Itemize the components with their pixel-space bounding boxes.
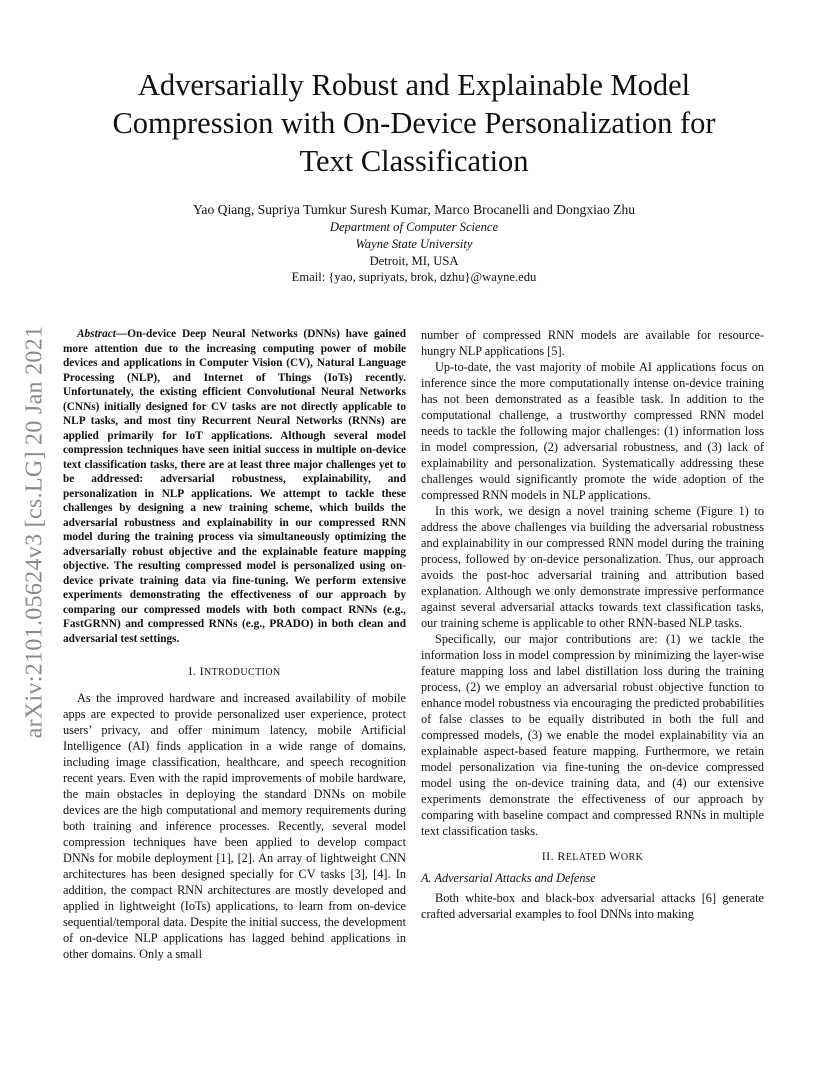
related-work-paragraph-1: Both white-box and black-box adversarial attacks [6] generate crafted adversarial examples to fool DNNs into making [421, 891, 764, 921]
university: Wayne State University [355, 237, 473, 251]
department: Department of Computer Science [329, 220, 499, 234]
abstract-label: Abstract [77, 328, 116, 340]
section-heading-introduction [63, 663, 406, 681]
intro-paragraph-4: Specifically, our major contributions are: (1) we tackle the information loss in model compression by minimizing the layer-wise feature mapping loss and label distillation loss during the training process, (2) we employ an adversarial robust objective function to enhance model robustness via encouraging the predicted probabilities of false classes to be equally distributed in both the full and compressed models, (3) we enable the model explainability via an explainable aspect-based feature mapping. Furthermore, we retain model personalization via fine-tuning the on-device compressed model using the on-device training data, and (4) our extensive experiments demonstrate the effectiveness of our approach by comparing with baseline compact and compressed RNNs in multiple text classification tasks. [421, 632, 764, 838]
title-line-3: Text Classification [299, 144, 529, 178]
author-list: Yao Qiang, Supriya Tumkur Suresh Kumar, Marco Brocanelli and Dongxiao Zhu [192, 202, 636, 217]
title-line-2: Compression with On-Device Personalization for [112, 106, 716, 140]
left-column [63, 327, 406, 962]
section-heading-related-work [421, 848, 764, 866]
title-line-1: Adversarially Robust and Explainable Model [137, 68, 691, 102]
section-title: RELATED WORK [557, 849, 644, 863]
subsection-heading-adversarial: A. Adversarial Attacks and Defense [421, 871, 596, 885]
location: Detroit, MI, USA [369, 254, 459, 268]
intro-paragraph-1: As the improved hardware and increased availability of mobile apps are expected to provide personalized user experience, protect users’ privacy, and offer minimum latency, mobile Artificial Intelligence (AI) finds application in a wide range of domains, including image classification, healthcare, and speech recognition recent years. Even with the rapid improvements of mobile hardware, the main obstacles in deploying the standard DNNs on mobile devices are the high computational and memory requirements during both training and inference processes. Recently, several model compression techniques have been applied to develop compact DNNs for mobile deployment [1], [2]. An array of lightweight CNN architectures has been designed specially for CV tasks [3], [4]. In addition, the compact RNN architectures are mostly developed and applied in lightweight (IoTs) applications, to learn from on-device sequential/temporal data. Despite the initial success, the development of on-device NLP applications has lagged behind applications in other domains. Only a small [63, 691, 406, 961]
right-column [421, 327, 764, 922]
email: Email: {yao, supriyats, brok, dzhu}@wayne.edu [291, 270, 537, 284]
section-number: II. [541, 849, 554, 863]
abstract [63, 327, 406, 646]
abstract-text: —On-device Deep Neural Networks (DNNs) have gained more attention due to the increasing computing power of mobile devices and applications in Computer Vision (CV), Natural Language Processing (NLP), and Internet of Things (IoTs) recently. Unfortunately, the existing efficient Convolutional Neural Networks (CNNs) initially designed for CV tasks are not directly applicable to NLP tasks, and most tiny Recurrent Neural Networks (RNNs) are applied primarily for IoT applications. Although several model compression techniques have seen initial success in multiple on-device text classification tasks, there are at least three major challenges yet to be addressed: adversarial robustness, explainability, and personalization in NLP applications. We attempt to tackle these challenges by designing a new training scheme, which builds the adversarial robustness and explainability in our compressed RNN model during the training process via simultaneously optimizing the adversarially robust objective and the explainable feature mapping objective. The resulting compressed model is personalized using on-device private training data via fine-tuning. We perform extensive experiments demonstrating the effectiveness of our approach by comparing our compressed models with both compact RNNs (e.g., FastGRNN) and compressed RNNs (e.g., PRADO) in both clean and adversarial test settings. [63, 328, 406, 645]
arxiv-identifier-stamp: arXiv:2101.05624v3 [cs.LG] 20 Jan 2021 [21, 325, 48, 739]
intro-paragraph-3: In this work, we design a novel training scheme (Figure 1) to address the above challenges via building the adversarial robustness and explainability in our compressed RNN model during the training process, followed by on-device personalization. Thus, our approach avoids the post-hoc adversarial training and attribution based explanation. Although we only demonstrate impressive performance against several adversarial attacks towards text classification tasks, our training scheme is applicable to other RNN-based NLP tasks. [421, 504, 764, 630]
intro-paragraph-continued: number of compressed RNN models are available for resource-hungry NLP applications [5]. [421, 328, 764, 358]
section-number: I. [188, 664, 197, 678]
intro-paragraph-2: Up-to-date, the vast majority of mobile AI applications focus on inference since the more computationally intense on-device training has not been demonstrated as a feasible task. In addition to the computational challenge, a trustworthy compressed RNN model needs to tackle the following major challenges: (1) information loss in model compression, (2) adversarial robustness, and (3) lack of explainability and personalization. Systematically addressing these challenges would significantly promote the wide adoption of the compressed RNN models in NLP applications. [421, 360, 764, 502]
section-title: INTRODUCTION [199, 664, 281, 678]
paper-title [60, 66, 768, 180]
